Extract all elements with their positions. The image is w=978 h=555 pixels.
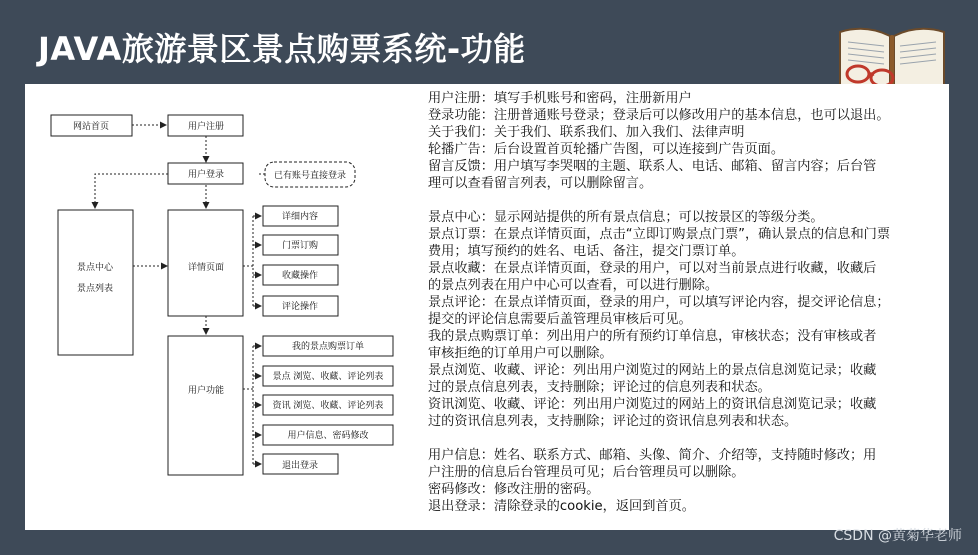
login-note-label: 已有账号直接登录 (273, 171, 347, 181)
register-label: 用户注册 (187, 122, 225, 132)
home-label: 网站首页 (72, 122, 110, 132)
description-line: 景点订票：在景点详情页面，点击“立即订购景点门票”，确认景点的信息和门票 (428, 227, 891, 242)
description-line: 用户信息：姓名、联系方式、邮箱、头像、简介、介绍等，支持随时修改；用 (428, 448, 877, 463)
description-line: 的景点列表在用户中心可以查看，可以进行删除。 (428, 278, 719, 293)
user-item-label-3: 资讯 浏览、收藏、评论列表 (272, 401, 384, 411)
login-label: 用户登录 (187, 170, 225, 180)
description-line: 景点评论：在景点详情页面，登录的用户，可以填写评论内容，提交评论信息； (428, 295, 890, 310)
spot-center-label-1: 景点中心 (76, 263, 114, 273)
detail-item-label-2: 门票订购 (281, 241, 319, 251)
user-function-label: 用户功能 (187, 386, 225, 396)
description-line: 关于我们：关于我们、联系我们、加入我们、法律声明 (428, 125, 745, 140)
detail-item-label-4: 评论操作 (281, 302, 319, 312)
user-item-label-5: 退出登录 (281, 461, 319, 471)
spot-center-box (58, 210, 133, 355)
description-line: 用户注册：填写手机账号和密码，注册新用户 (428, 91, 692, 106)
description-line: 景点中心：显示网站提供的所有景点信息；可以按景区的等级分类。 (428, 210, 824, 225)
detail-page-label: 详情页面 (187, 263, 225, 273)
description-line: 过的景点信息列表，支持删除；评论过的信息列表和状态。 (428, 380, 771, 395)
description-line (428, 192, 948, 209)
description-line: 景点收藏：在景点详情页面，登录的用户，可以对当前景点进行收藏，收藏后 (428, 261, 877, 276)
user-function-box (168, 336, 243, 475)
watermark: CSDN @黄菊华老师 (833, 528, 962, 544)
description-line: 留言反馈：用户填写李哭咽的主题、联系人、电话、邮箱、留言内容；后台管 (428, 159, 877, 174)
content-panel (25, 84, 949, 530)
description-line: 密码修改：修改注册的密码。 (428, 482, 600, 497)
user-item-label-4: 用户信息、密码修改 (287, 431, 369, 441)
description-line: 过的资讯信息列表，支持删除；评论过的资讯信息列表和状态。 (428, 414, 798, 429)
description-line: 户注册的信息后台管理员可见；后台管理员可以删除。 (428, 465, 745, 480)
spot-center-label-2: 景点列表 (76, 284, 114, 294)
description-line: 轮播广告：后台设置首页轮播广告图，可以连接到广告页面。 (428, 142, 785, 157)
description-line: 退出登录：清除登录的cookie，返回到首页。 (428, 499, 695, 514)
description-line (428, 430, 948, 447)
description-line: 提交的评论信息需要后盖管理员审核后可见。 (428, 312, 692, 327)
user-item-label-1: 我的景点购票订单 (291, 342, 365, 352)
flow-diagram (25, 84, 445, 530)
feature-description (428, 90, 948, 515)
description-line: 景点浏览、收藏、评论：列出用户浏览过的网站上的景点信息浏览记录；收藏 (428, 363, 877, 378)
detail-item-label-1: 详细内容 (281, 212, 319, 222)
description-line: 审核拒绝的订单用户可以删除。 (428, 346, 613, 361)
description-line: 资讯浏览、收藏、评论：列出用户浏览过的网站上的资讯信息浏览记录；收藏 (428, 397, 877, 412)
description-line: 登录功能：注册普通账号登录；登录后可以修改用户的基本信息，也可以退出。 (428, 108, 890, 123)
description-line: 我的景点购票订单：列出用户的所有预约订单信息，审核状态；没有审核或者 (428, 329, 877, 344)
description-line: 理可以查看留言列表，可以删除留言。 (428, 176, 653, 191)
user-item-label-2: 景点 浏览、收藏、评论列表 (272, 372, 384, 382)
slide-title: JAVA旅游景区景点购票系统-功能 (38, 30, 526, 68)
description-line: 费用；填写预约的姓名、电话、备注，提交门票订单。 (428, 244, 745, 259)
detail-item-label-3: 收藏操作 (281, 271, 319, 281)
